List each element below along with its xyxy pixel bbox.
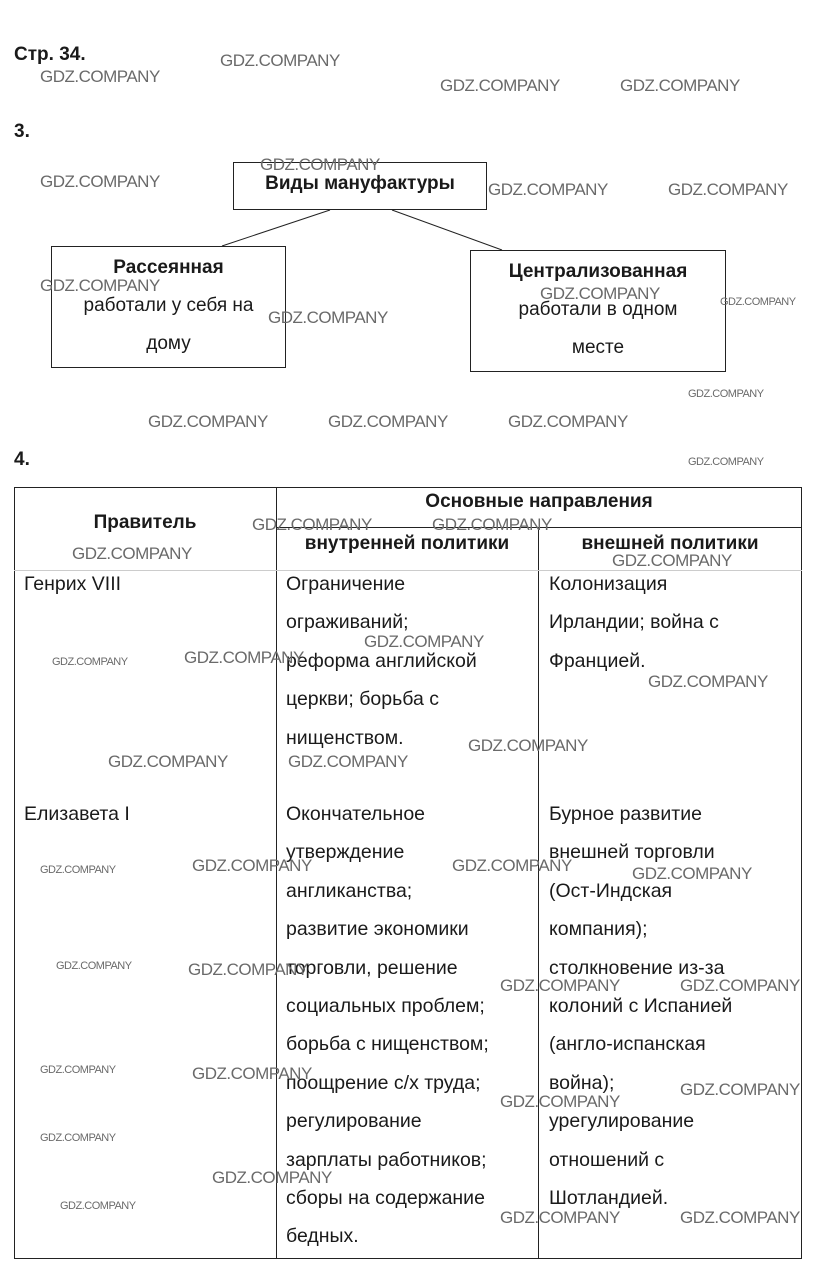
watermark: GDZ.COMPANY [500, 976, 620, 995]
watermark: GDZ.COMPANY [468, 736, 588, 755]
header-ruler: Правитель [93, 512, 197, 533]
watermark: GDZ.COMPANY [148, 412, 268, 431]
table-row-2-ruler: Елизавета I [24, 803, 130, 825]
right-box-line: работали в одном [518, 299, 678, 320]
watermark: GDZ.COMPANY [108, 752, 228, 771]
left-box-title: Рассеянная [113, 257, 224, 278]
watermark: GDZ.COMPANY [72, 544, 192, 563]
watermark: GDZ.COMPANY [680, 1080, 800, 1099]
watermark: GDZ.COMPANY [40, 1132, 116, 1144]
watermark: GDZ.COMPANY [668, 180, 788, 199]
task-3-number: 3. [14, 121, 30, 142]
right-box-line: месте [571, 337, 625, 358]
diagram-left-box [51, 246, 286, 368]
watermark: GDZ.COMPANY [192, 856, 312, 875]
watermark: GDZ.COMPANY [60, 1200, 136, 1212]
watermark: GDZ.COMPANY [212, 1168, 332, 1187]
watermark: GDZ.COMPANY [620, 76, 740, 95]
watermark: GDZ.COMPANY [500, 1208, 620, 1227]
watermark: GDZ.COMPANY [680, 1208, 800, 1227]
watermark: GDZ.COMPANY [328, 412, 448, 431]
table-row-1-internal: Ограничение ограживаний; реформа английской церкви; борьба с нищенством. [286, 573, 477, 749]
watermark: GDZ.COMPANY [188, 960, 308, 979]
table-row-2-external: Бурное развитие внешней торговли (Ост-Индская компания); столкновение из-за колоний с Испанией (англо-испанская война); урегулирование отношений с Шотландией. [549, 803, 733, 1210]
watermark: GDZ.COMPANY [192, 1064, 312, 1083]
watermark: GDZ.COMPANY [40, 864, 116, 876]
watermark: GDZ.COMPANY [632, 864, 752, 883]
watermark: GDZ.COMPANY [40, 1064, 116, 1076]
watermark: GDZ.COMPANY [364, 632, 484, 651]
watermark: GDZ.COMPANY [688, 388, 764, 400]
watermark: GDZ.COMPANY [40, 67, 160, 86]
left-box-text [52, 287, 285, 363]
watermark: GDZ.COMPANY [268, 308, 388, 327]
watermark: GDZ.COMPANY [288, 752, 408, 771]
diagram-top-box [233, 162, 487, 210]
watermark: GDZ.COMPANY [508, 412, 628, 431]
watermark: GDZ.COMPANY [432, 515, 552, 534]
connector-right [392, 210, 502, 250]
watermark: GDZ.COMPANY [488, 180, 608, 199]
watermark: GDZ.COMPANY [252, 515, 372, 534]
connector-left [222, 210, 330, 246]
watermark: GDZ.COMPANY [220, 51, 340, 70]
watermark: GDZ.COMPANY [720, 296, 796, 308]
table-row-1-ruler: Генрих VIII [24, 573, 122, 595]
table-row-1-external: Колонизация Ирландии; война с Францией. [549, 573, 719, 672]
left-box-line: работали у себя на [83, 295, 254, 316]
watermark: GDZ.COMPANY [500, 1092, 620, 1111]
table-row-2-internal: Окончательное утверждение англиканства; развитие экономики торговли, решение социальных проблем; борьба с нищенством; поощрение с/х труда; регулирование зарплаты работников; сборы на содержание бедных. [286, 803, 489, 1248]
diagram-top-title: Виды мануфактуры [265, 173, 455, 194]
watermark: GDZ.COMPANY [56, 960, 132, 972]
watermark: GDZ.COMPANY [440, 76, 560, 95]
right-box-title: Централизованная [508, 261, 688, 282]
watermark: GDZ.COMPANY [688, 456, 764, 468]
watermark: GDZ.COMPANY [452, 856, 572, 875]
watermark: GDZ.COMPANY [680, 976, 800, 995]
watermark: GDZ.COMPANY [52, 656, 128, 668]
watermark: GDZ.COMPANY [184, 648, 304, 667]
watermark: GDZ.COMPANY [540, 284, 660, 303]
watermark: GDZ.COMPANY [40, 172, 160, 191]
watermark: GDZ.COMPANY [612, 551, 732, 570]
page-label: Стр. 34. [14, 44, 86, 65]
watermark: GDZ.COMPANY [648, 672, 768, 691]
policy-table [14, 487, 802, 1259]
header-main-directions: Основные направления [425, 491, 653, 512]
right-box-text [471, 291, 725, 367]
header-external-policy: внешней политики [581, 533, 759, 554]
watermark: GDZ.COMPANY [260, 155, 380, 174]
left-box-line: дому [146, 333, 191, 354]
task-4-number: 4. [14, 449, 30, 470]
header-internal-policy: внутренней политики [304, 533, 510, 554]
diagram-right-box [470, 250, 726, 372]
watermark: GDZ.COMPANY [40, 276, 160, 295]
